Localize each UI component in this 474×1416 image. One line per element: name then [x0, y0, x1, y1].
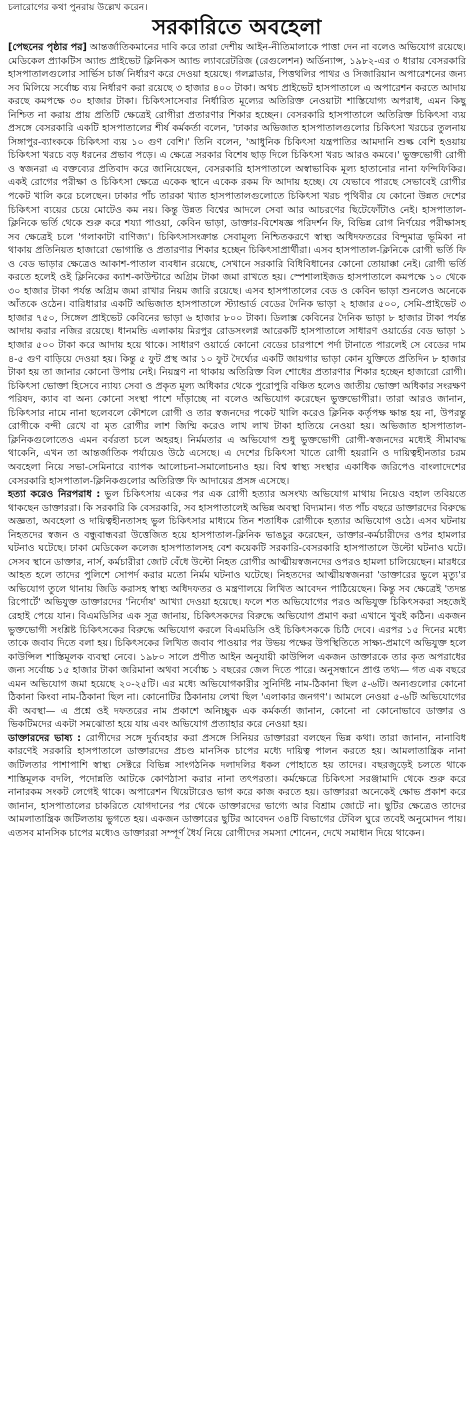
article-headline: সরকারিতে অবহেলা: [152, 15, 322, 39]
subhead-doctors-view: ডাক্তারদের ভাষ্য :: [8, 732, 82, 744]
continuation-tag: [পেছনের পৃষ্ঠার পর]: [8, 42, 87, 53]
paragraph-3: [8, 732, 466, 840]
subhead-no-punishment: হত্যা করেও নিরপরাধ :: [8, 489, 101, 501]
article-body: [8, 41, 466, 840]
paragraph-1: [8, 41, 466, 488]
paragraph-2-text: ভুল চিকিৎসায় একের পর এক রোগী হত্যার অসংখ্য অভিযোগ মাথায় নিয়েও বহাল তবিয়তে থাকছেন ডাক্তাররা। কি সরকারি কি বেসরকারি, সব হাসপাতালেই অভিন্ন অবস্থা বিদ্যমান। গত পাঁচ বছরে ডাক্তারদের বিরুদ্ধে অজ্ঞতা, অবহেলা ও দায়িত্বহীনতাসহ ভুল চিকিৎসার মাধ্যমে তিন শতাধিক রোগীকে হত্যার অভিযোগ ওঠে। এসব ঘটনায় নিহতদের স্বজন ও বন্ধুবান্ধবরা উত্তেজিত হয়ে হাসপাতাল-ক্লিনিক ভাঙচুর করেছেন, ডাক্তার-কর্মচারীদের ওপর হামলার ঘটনাও ঘটেছে। ঢাকা মেডিকেল কলেজ হাসপাতালসহ বেশ কয়েকটি সরকারি-বেসরকারি হাসপাতালে উল্টো ঘটনাও ঘটে। সেসব স্থানে ডাক্তার, নার্স, কর্মচারীরা জোট বেঁধে উল্টো নিহত রোগীর আত্মীয়স্বজনদের ওপরও হামলা চালিয়েছেন। মারধরে আহত হলে তাদের পুলিশে সোপর্দ করার মতো নির্মম ঘটনাও ঘটেছে। নিহতদের আত্মীয়স্বজনরা 'ডাক্তারের ভুলে মৃত্যু'র অভিযোগ তুলে থানায় জিডি করাসহ স্বাস্থ্য অধিদফতর ও মন্ত্রণালয়ে লিখিত আবেদন পাঠিয়েছেন। কিন্তু সব ক্ষেত্রেই 'তদন্ত রিপোর্টে' অভিযুক্ত ডাক্তারদের 'নির্দোষ' আখ্যা দেওয়া হয়েছে। ফলে শত অভিযোগের পরও অভিযুক্ত চিকিৎসকরা সহজেই রেহাই পেয়ে যান। বিএমডিসির এক সূত্র জানায়, চিকিৎসকদের বিরুদ্ধে অভিযোগ প্রমাণ করা এখানে খুবই কঠিন। একজন ভুক্তভোগী সংশ্লিষ্ট চিকিৎসকের বিরুদ্ধে অভিযোগ করলে বিএমডিসি ওই চিকিৎসককে চিঠি দেবে। এরপর ১৫ দিনের মধ্যে তাকে জবাব দিতে বলা হয়। চিকিৎসকের লিখিত জবাব পাওয়ার পর উভয় পক্ষের উপস্থিতিতে সাক্ষ্য-প্রমাণে অভিযুক্ত হলে কাউন্সিল শাস্তিমূলক ব্যবস্থা নেবে। ১৯৮০ সালে প্রণীত আইন অনুযায়ী কাউন্সিল একজন ডাক্তারকে তার কৃত অপরাধের জন্য সর্বোচ্চ ১৫ হাজার টাকা জরিমানা অথবা সর্বোচ্চ ১ বছরের জেল দিতে পারে। অনুসন্ধানে প্রাপ্ত তথ্য— গত এক বছরে এমন অভিযোগ জমা হয়েছে ২০-২৫টি। এর মধ্যে অভিযোগকারীর সুনির্দিষ্ট নাম-ঠিকানা ছিল ৫-৬টি। অন্যগুলোর কোনো ঠিকানা কিংবা নাম-ঠিকানা ছিল না। কোনোটির ঠিকানায় লেখা ছিল 'এলাকার জনগণ'। আমলে নেওয়া ৫-৬টি অভিযোগের কী অবস্থা— এ প্রশ্নে ওই দফতরের নাম প্রকাশে অনিচ্ছুক এক কর্মকর্তা জানান, কোনো না কোনোভাবে ডাক্তার ও ভিকটিমদের একটা সমঝোতা হয়ে যায় এবং অভিযোগ প্রত্যাহার করে নেওয়া হয়।: [8, 489, 466, 731]
paragraph-3-text: রোগীদের সঙ্গে দুর্ব্যবহার করা প্রসঙ্গে সিনিয়র ডাক্তাররা বলছেন ভিন্ন কথা। তারা জানান, নানাবিধ কারণেই সরকারি হাসপাতালে ডাক্তারদের প্রচণ্ড মানসিক চাপের মধ্যে দায়িত্ব পালন করতে হয়। আমলাতান্ত্রিক নানা জটিলতার পাশাপাশি স্বাস্থ্য সেক্টরে বিভিন্ন সাংগঠনিক দলাদলির ধকল পোহাতে হয় তাদের। বছরজুড়েই চলতে থাকে শাস্তিমূলক বদলি, পদোন্নতি আটকে কোণঠাসা করার নানা তৎপরতা। কর্মক্ষেত্রে চিকিৎসা সরঞ্জামাদি থেকে শুরু করে নানারকম সংকট লেগেই থাকে। অপারেশন থিয়েটারেও ভাগ করে কাজ করতে হয়। ডাক্তাররা অনেকেই ক্ষোভ প্রকাশ করে জানান, হাসপাতালের চাকরিতে যোগদানের পর থেকে ডাক্তারদের ভাগ্যে আর বিশ্রাম জোটে না। ছুটির ক্ষেত্রেও তাদের আমলাতান্ত্রিক জটিলতায় ভুগতে হয়। একজন ডাক্তারের ছুটির আবেদন ৩৪টি বিভাগের টেবিল ঘুরে তবেই অনুমোদন পায়। এতসব মানসিক চাপের মধ্যেও ডাক্তাররা সম্পূর্ণ ধৈর্য নিয়ে রোগীদের সমস্যা শোনেন, দেখে সমাধান দিয়ে থাকেন।: [8, 732, 466, 839]
paragraph-1-text: আন্তর্জাতিকমানের দাবি করে তারা দেশীয় আইন-নীতিমালাকে পাত্তা দেন না বলেও অভিযোগ রয়েছে। মেডিকেল প্র্যাকটিস অ্যান্ড প্রাইভেট ক্লিনিকস অ্যান্ড ল্যাবরেটরিজ (রেগুলেশন) অর্ডিন্যান্স, ১৯৮২-এর ৩ ধারায় বেসরকারি হাসপাতালগুলোর সার্ভিস চার্জ নির্ধারণ করে দেওয়া হয়েছে। গলব্লাডার, পিত্তথলির পাথর ও সিজারিয়ান অপারেশনের জন্য সব মিলিয়ে সর্বোচ্চ ব্যয় নির্ধারণ করা রয়েছে ৩ হাজার ৪০০ টাকা। অথচ প্রাইভেট হাসপাতালে এ অপারেশন করতে আদায় করছে কমপক্ষে ৩০ হাজার টাকা। চিকিৎসাসেবার নির্ধারিত মূল্যের অতিরিক্ত নেওয়াটা শাস্তিযোগ্য অপরাধ, এমন কিছু নিশ্চিত না করায় প্রায় প্রতিটি ক্ষেত্রেই রোগীরা প্রতারণার শিকার হচ্ছেন। বেসরকারি হাসপাতালে অতিরিক্ত চিকিৎসা ব্যয় প্রসঙ্গে বেসরকারি একটি হাসপাতালের শীর্ষ কর্মকর্তা বলেন, 'ঢাকার অভিজাত হাসপাতালগুলোর চিকিৎসা খরচের তুলনায় সিঙ্গাপুর-ব্যাংককে চিকিৎসা ব্যয় ১০ গুণ বেশি।' তিনি বলেন, 'আধুনিক চিকিৎসা যন্ত্রপাতির আমদানি শুল্ক বেশি হওয়ায় চিকিৎসা খরচে বড় ধরনের প্রভাব পড়ে। এ ক্ষেত্রে সরকার বিশেষ ছাড় দিলে চিকিৎসা খরচ আরও কমবে।' ভুক্তভোগী রোগী ও স্বজনরা এ বক্তব্যের প্রতিবাদ করে জানিয়েছেন, বেসরকারি হাসপাতালে অস্বাভাবিক মূল্য হাতানোর নানা ফন্দিফিকির। একই রোগের পরীক্ষা ও চিকিৎসা ক্ষেত্রে একেক স্থানে একেক রকম ফি আদায় হচ্ছে। যে যেভাবে পারছে সেভাবেই রোগীর পকেট খালি করে চলেছেন। ঢাকার পাঁচ তারকা খ্যাত হাসপাতালগুলোতে চিকিৎসা খরচ পৃথিবীর যে কোনো উন্নত দেশের চিকিৎসা ব্যয়ের চেয়ে মোটেও কম নয়। কিন্তু উন্নত বিশ্বের আদলে সেবা আর আচরণের ছিটেফোঁটাও নেই। হাসপাতাল-ক্লিনিকে ভর্তি থেকে শুরু করে শয্যা পাওয়া, কেবিন ভাড়া, ডাক্তার-বিশেষজ্ঞ পরিদর্শন ফি, বিভিন্ন রোগ নির্ণয়ের পরীক্ষাসহ সব ক্ষেত্রেই চলে 'গলাকাটা বাণিজ্য'। চিকিৎসাসংক্রান্ত সেবামূল্য নিশ্চিতকরণে স্বাস্থ্য অধিদফতরের বিন্দুমাত্র ভূমিকা না থাকায় প্রতিনিয়ত হাজারো ভোগান্তি ও প্রতারণার শিকার হচ্ছেন চিকিৎসাপ্রার্থীরা। এসব হাসপাতাল-ক্লিনিকে রোগী ভর্তি ফি ও বেড ভাড়ার ক্ষেত্রেও আকাশ-পাতাল ব্যবধান রয়েছে, সেখানে সরকারি বিধিবিধানের কোনো তোয়াক্কা নেই। রোগী ভর্তি করতে হলেই ওই ক্লিনিকের ক্যাশ-কাউন্টারে অগ্রিম টাকা জমা রাখতে হয়। স্পেশালাইজড হাসপাতালে কমপক্ষে ১০ থেকে ৩০ হাজার টাকা পর্যন্ত অগ্রিম জমা রাখার নিয়ম জারি রয়েছে। এসব হাসপাতালের বেড ও কেবিন ভাড়া শুনলেও অনেকে আঁতকে ওঠেন। বারিধারার একটি অভিজাত হাসপাতালে স্ট্যান্ডার্ড বেডের দৈনিক ভাড়া ২ হাজার ৫০০, সেমি-প্রাইভেট ৩ হাজার ৭৫০, সিঙ্গেল প্রাইভেট কেবিনের ভাড়া ৬ হাজার ৮০০ টাকা। ডিলাক্স কেবিনের দৈনিক ভাড়া ৮ হাজার টাকা পর্যন্ত আদায় করার নজির রয়েছে। ধানমন্ডি এলাকায় মিরপুর রোডসংলগ্ন আরেকটি হাসপাতালে সাধারণ ওয়ার্ডের বেড ভাড়া ১ হাজার ৫০০ টাকা করে আদায় হয়ে থাকে। সাধারণ ওয়ার্ডে কোনো বেডের চারপাশে পর্দা টানাতে পারলেই সে বেডের দাম ৪-৫ গুণ বাড়িয়ে দেওয়া হয়। কিন্তু ৫ ফুট প্রস্থ আর ১০ ফুট দৈর্ঘ্যের একটি জায়গার ভাড়া কোন যুক্তিতে প্রতিদিন ৮ হাজার টাকা হয় তা জানার কোনো উপায় নেই। নিয়ন্ত্রণ না থাকায় অতিরিক্ত বিল শোধের প্রতারণার শিকার হচ্ছেন হাজারো রোগী। চিকিৎসা ভোক্তা হিসেবে ন্যায্য সেবা ও প্রকৃত মূল্য অধিকার থেকে পুরোপুরি বঞ্চিত হলেও জাতীয় ভোক্তা অধিকার সংরক্ষণ পরিষদ, ক্যাব বা অন্য কোনো সংস্থা পাশে দাঁড়াচ্ছে না বলেও অভিযোগ করেছেন ভুক্তভোগীরা। তারা আরও জানান, চিকিৎসার নামে নানা ছলেবলে কৌশলে রোগী ও তার স্বজনদের পকেট খালি করেও ক্লিনিক কর্তৃপক্ষ ক্ষান্ত হয় না, উপরন্তু রোগীকে বন্দী রেখে বা মৃত রোগীর লাশ জিম্মি করেও লাখ লাখ টাকা হাতিয়ে নেওয়া হয়। অভিজাত হাসপাতাল-ক্লিনিকগুলোতেও এমন বর্বরতা চলে অহরহ। নির্মমতার এ অভিযোগ শুধু ভুক্তভোগী রোগী-স্বজনদের মধ্যেই সীমাবদ্ধ থাকেনি, এখন তা আন্তর্জাতিক পর্যায়েও উঠে এসেছে। এ দেশের চিকিৎসা খাতে রোগী হয়রানি ও দায়িত্বহীনতার চরম অবহেলা নিয়ে সভা-সেমিনারে ব্যাপক আলোচনা-সমালোচনাও হয়। বিশ্ব স্বাস্থ্য সংস্থার একাধিক জরিপেও বাংলাদেশের বেসরকারি হাসপাতাল-ক্লিনিকগুলোর অতিরিক্ত ফি আদায়ের প্রসঙ্গ এসেছে।: [8, 42, 466, 487]
carryover-text: চলারোগের কথা পুনরায় উল্লেখ করেন।: [8, 2, 148, 13]
paragraph-2: [8, 488, 466, 732]
